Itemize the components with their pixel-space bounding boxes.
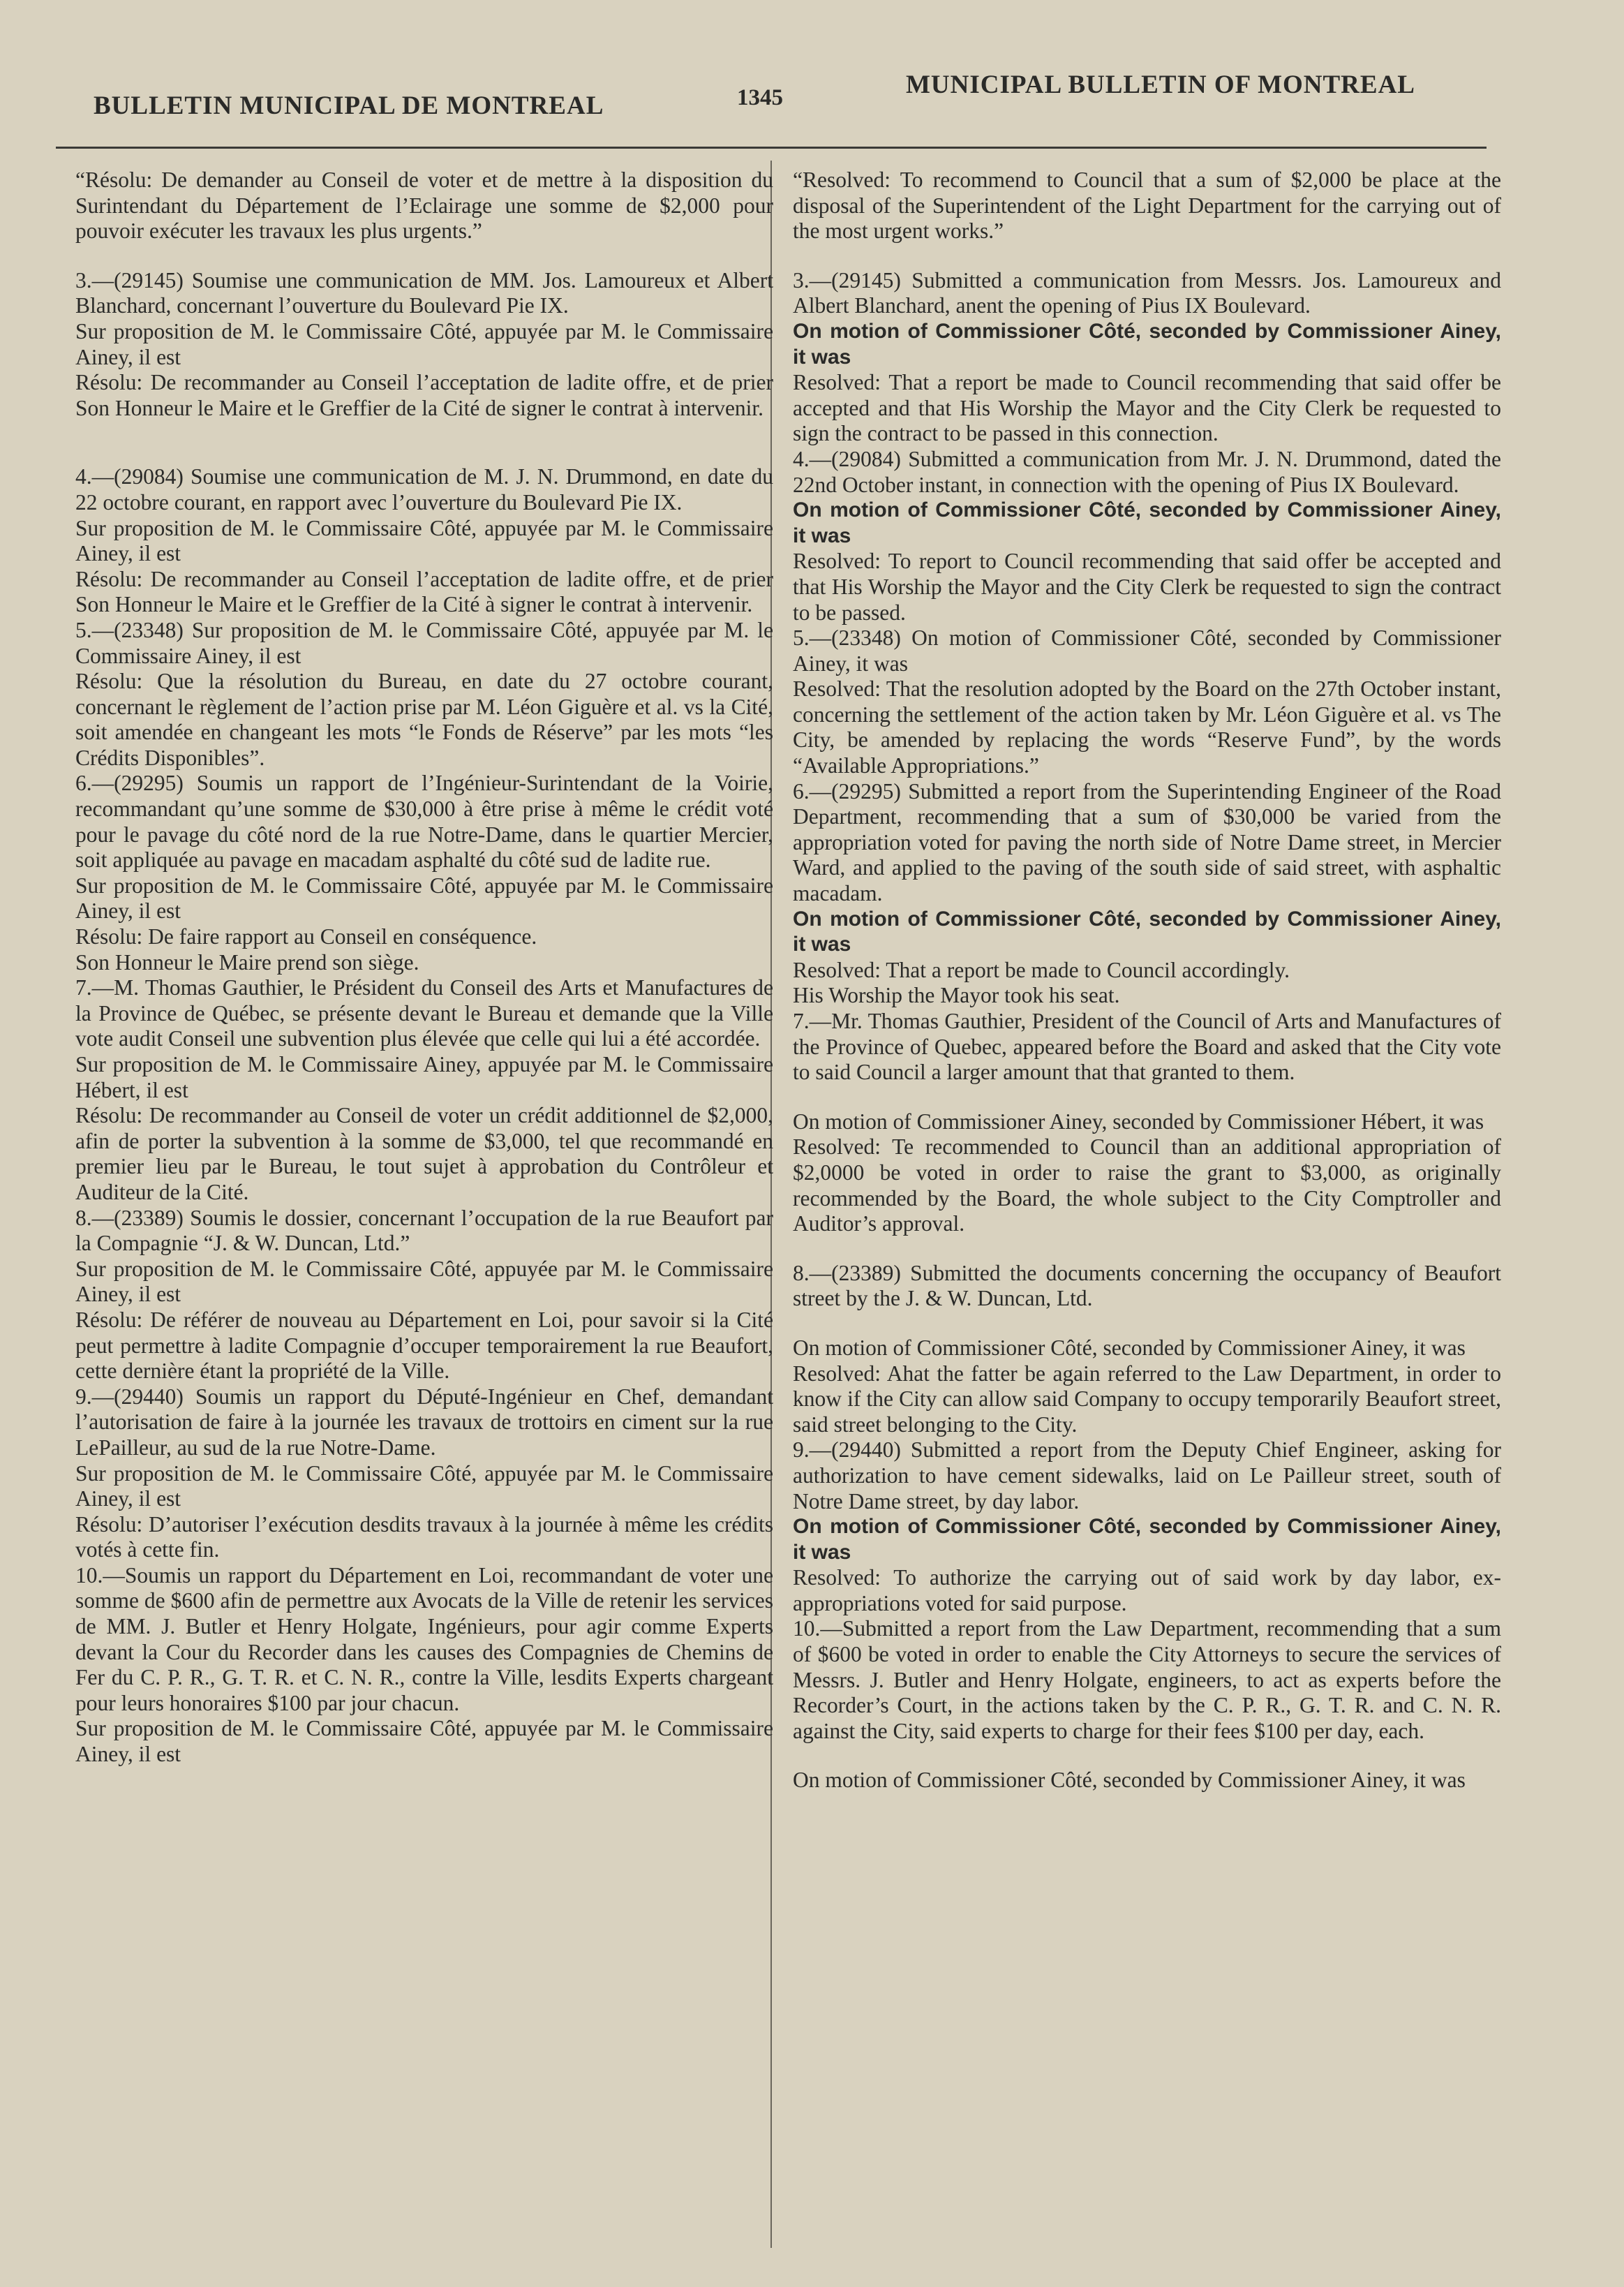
motion-heading: On motion of Commissioner Côté, seconded by Commissioner Ainey, it was [793,319,1501,369]
paragraph: 7.—M. Thomas Gauthier, le Président du Conseil des Arts et Manufactures de la Province de Québec, se présente devant le Bureau et demande que la Ville vote audit Conseil une subvention plus élevée que celle qui lui a été accordée. [75,975,773,1051]
paragraph: 10.—Soumis un rapport du Département en Loi, recommandant de voter une somme de $600 afin de permettre aux Avocats de la Ville de retenir les services de MM. J. Butler et Henry Holgate, Ingénieurs, pour agir comme Experts devant la Cour du Recorder dans les causes des Compagnies de Chemins de Fer du C. P. R., G. T. R. et C. N. R., contre la Ville, lesdits Experts chargeant pour leurs honoraires $100 par jour chacun. [75,1562,773,1715]
paragraph: 4.—(29084) Submitted a communication from Mr. J. N. Drummond, dated the 22nd October instant, in connection with the opening of Pius IX Boulevard. [793,446,1501,497]
paragraph: Sur proposition de M. le Commissaire Ainey, appuyée par M. le Commissaire Hébert, il est [75,1052,773,1102]
paragraph: 4.—(29084) Soumise une communication de M. J. N. Drummond, en date du 22 octobre courant, en rapport avec l’ouverture du Boulevard Pie IX. [75,464,773,515]
paragraph: Résolu: De faire rapport au Conseil en conséquence. [75,924,537,949]
paragraph: 3.—(29145) Soumise une communication de MM. Jos. Lamoureux et Albert Blanchard, concernant l’ouverture du Boulevard Pie IX. [75,267,773,318]
paragraph: 6.—(29295) Soumis un rapport de l’Ingénieur-Surintendant de la Voirie, recommandant qu’une somme de $30,000 à être prise à même le crédit voté pour le pavage du côté nord de la rue Notre-Dame, dans le quartier Mercier, soit appliquée au pavage en macadam asphalté du côté sud de ladite rue. [75,771,773,873]
header-english-title: MUNICIPAL BULLETIN OF MONTREAL [906,71,1415,99]
paragraph: His Worship the Mayor took his seat. [793,983,1120,1008]
motion-heading: On motion of Commissioner Côté, seconded by Commissioner Ainey, it was [793,498,1501,547]
paragraph: Résolu: De recommander au Conseil de voter un crédit additionnel de $2,000, afin de porter la subvention à la somme de $3,000, tel que recommandé en premier lieu par le Bureau, le tout sujet à approbation du Contrôleur et Auditeur de la Cité. [75,1103,773,1204]
paragraph: Resolved: Ahat the fatter be again referred to the Law Department, in order to know if the City can allow said Company to occupy temporarily Beaufort street, said street belonging to the City. [793,1361,1501,1437]
paragraph: Sur proposition de M. le Commissaire Côté, appuyée par M. le Commissaire Ainey, il est [75,1716,773,1767]
motion-heading: On motion of Commissioner Côté, seconded by Commissioner Ainey, it was [793,907,1501,956]
paragraph: Résolu: De référer de nouveau au Département en Loi, pour savoir si la Cité peut permettre à ladite Compagnie d’occuper temporairement la rue Beaufort, cette dernière étant la propriété de la Ville. [75,1307,773,1384]
paragraph: Résolu: D’autoriser l’exécution desdits travaux à la journée à même les crédits votés à cette fin. [75,1511,773,1562]
paragraph: Resolved: That a report be made to Council recommending that said offer be accepted and that His Worship the Mayor and the City Clerk be requested to sign the contract to be passed in this connection. [793,370,1501,446]
paragraph: 6.—(29295) Submitted a report from the Superintending Engineer of the Road Department, recommending that a sum of $30,000 be varied from the appropriation voted for paving the north side of Notre Dame street, in Mercier Ward, and applied to the paving of the south side of said street, with asphaltic macadam. [793,778,1501,906]
paragraph: 9.—(29440) Soumis un rapport du Député-Ingénieur en Chef, demandant l’autorisation de faire à la journée les travaux de trottoirs en ciment sur la rue LePailleur, au sud de la rue Notre-Dame. [75,1384,773,1460]
paragraph: Résolu: De recommander au Conseil l’acceptation de ladite offre, et de prier Son Honneur le Maire et le Greffier de la Cité de signer le contrat à intervenir. [75,370,773,420]
paragraph: “Résolu: De demander au Conseil de voter et de mettre à la disposition du Surintendant du Département de l’Eclairage une somme de $2,000 pour pouvoir exécuter les travaux les plus urgents.” [75,168,773,244]
paragraph: Resolved: To report to Council recommending that said offer be accepted and that His Worship the Mayor and the City Clerk be requested to sign the contract to be passed. [793,549,1501,625]
paragraph: Resolved: To authorize the carrying out of said work by day labor, ex-appropriations voted for said purpose. [793,1565,1501,1615]
page-number: 1345 [737,85,783,110]
paragraph: Resolved: That a report be made to Council accordingly. [793,957,1290,982]
paragraph: Son Honneur le Maire prend son siège. [75,949,419,975]
paragraph: On motion of Commissioner Côté, seconded by Commissioner Ainey, it was [793,1335,1466,1360]
paragraph: Resolved: That the resolution adopted by the Board on the 27th October instant, concerning the settlement of the action taken by Mr. Léon Giguère et al. vs The City, be amended by replacing the words “Reserve Fund”, by the words “Available Appropriations.” [793,676,1501,778]
paragraph: Sur proposition de M. le Commissaire Côté, appuyée par M. le Commissaire Ainey, il est [75,318,773,369]
paragraph: 8.—(23389) Soumis le dossier, concernant l’occupation de la rue Beaufort par la Compagnie “J. & W. Duncan, Ltd.” [75,1205,773,1256]
paragraph: Sur proposition de M. le Commissaire Côté, appuyée par M. le Commissaire Ainey, il est [75,515,773,566]
paragraph: On motion of Commissioner Côté, seconded by Commissioner Ainey, it was [793,1768,1466,1793]
paragraph: Résolu: De recommander au Conseil l’acceptation de ladite offre, et de prier Son Honneur le Maire et le Greffier de la Cité à signer le contrat à intervenir. [75,566,773,617]
french-column [75,168,773,1768]
motion-heading: On motion of Commissioner Côté, seconded by Commissioner Ainey, it was [793,1515,1501,1564]
paragraph: On motion of Commissioner Ainey, seconded by Commissioner Hébert, it was [793,1109,1484,1134]
paragraph: 5.—(23348) Sur proposition de M. le Commissaire Côté, appuyée par M. le Commissaire Ainey, il est [75,617,773,668]
english-column [793,168,1501,1793]
paragraph: Sur proposition de M. le Commissaire Côté, appuyée par M. le Commissaire Ainey, il est [75,1256,773,1307]
paragraph: 8.—(23389) Submitted the documents concerning the occupancy of Beaufort street by the J. & W. Duncan, Ltd. [793,1260,1501,1311]
paragraph: 7.—Mr. Thomas Gauthier, President of the Council of Arts and Manufactures of the Province of Quebec, appeared before the Board and asked that the City vote to said Council a larger amount that that granted to them. [793,1009,1501,1085]
paragraph: Sur proposition de M. le Commissaire Côté, appuyée par M. le Commissaire Ainey, il est [75,1460,773,1511]
paragraph: 9.—(29440) Submitted a report from the Deputy Chief Engineer, asking for authorization to have cement sidewalks, laid on Le Pailleur street, south of Notre Dame street, by day labor. [793,1437,1501,1513]
page-header [0,70,1624,133]
paragraph: Résolu: Que la résolution du Bureau, en date du 27 octobre courant, concernant le règlement de l’action prise par M. Léon Giguère et al. vs la Cité, soit amendée en changeant les mots “le Fonds de Réserve” par les mots “les Crédits Disponibles”. [75,669,773,770]
paragraph: 5.—(23348) On motion of Commissioner Côté, seconded by Commissioner Ainey, it was [793,626,1501,676]
paragraph: 3.—(29145) Submitted a communication from Messrs. Jos. Lamoureux and Albert Blanchard, anent the opening of Pius IX Boulevard. [793,267,1501,318]
paragraph: 10.—Submitted a report from the Law Department, recommending that a sum of $600 be voted in order to enable the City Attorneys to secure the services of Messrs. J. Butler and Henry Holgate, engineers, to act as experts before the Recorder’s Court, in the actions taken by the C. P. R., G. T. R. and C. N. R. against the City, said experts to charge for their fees $100 per day, each. [793,1616,1501,1743]
paragraph: Sur proposition de M. le Commissaire Côté, appuyée par M. le Commissaire Ainey, il est [75,873,773,924]
header-french-title: BULLETIN MUNICIPAL DE MONTREAL [94,91,604,120]
paragraph: Resolved: Te recommended to Council than an additional appropriation of $2,0000 be voted in order to raise the grant to $3,000, as originally recommended by the Board, the whole subject to the City Comptroller and Auditor’s approval. [793,1134,1501,1236]
paragraph: “Resolved: To recommend to Council that a sum of $2,000 be place at the disposal of the Superintendent of the Light Department for the carrying out of the most urgent works.” [793,168,1501,244]
header-rule [56,147,1487,149]
